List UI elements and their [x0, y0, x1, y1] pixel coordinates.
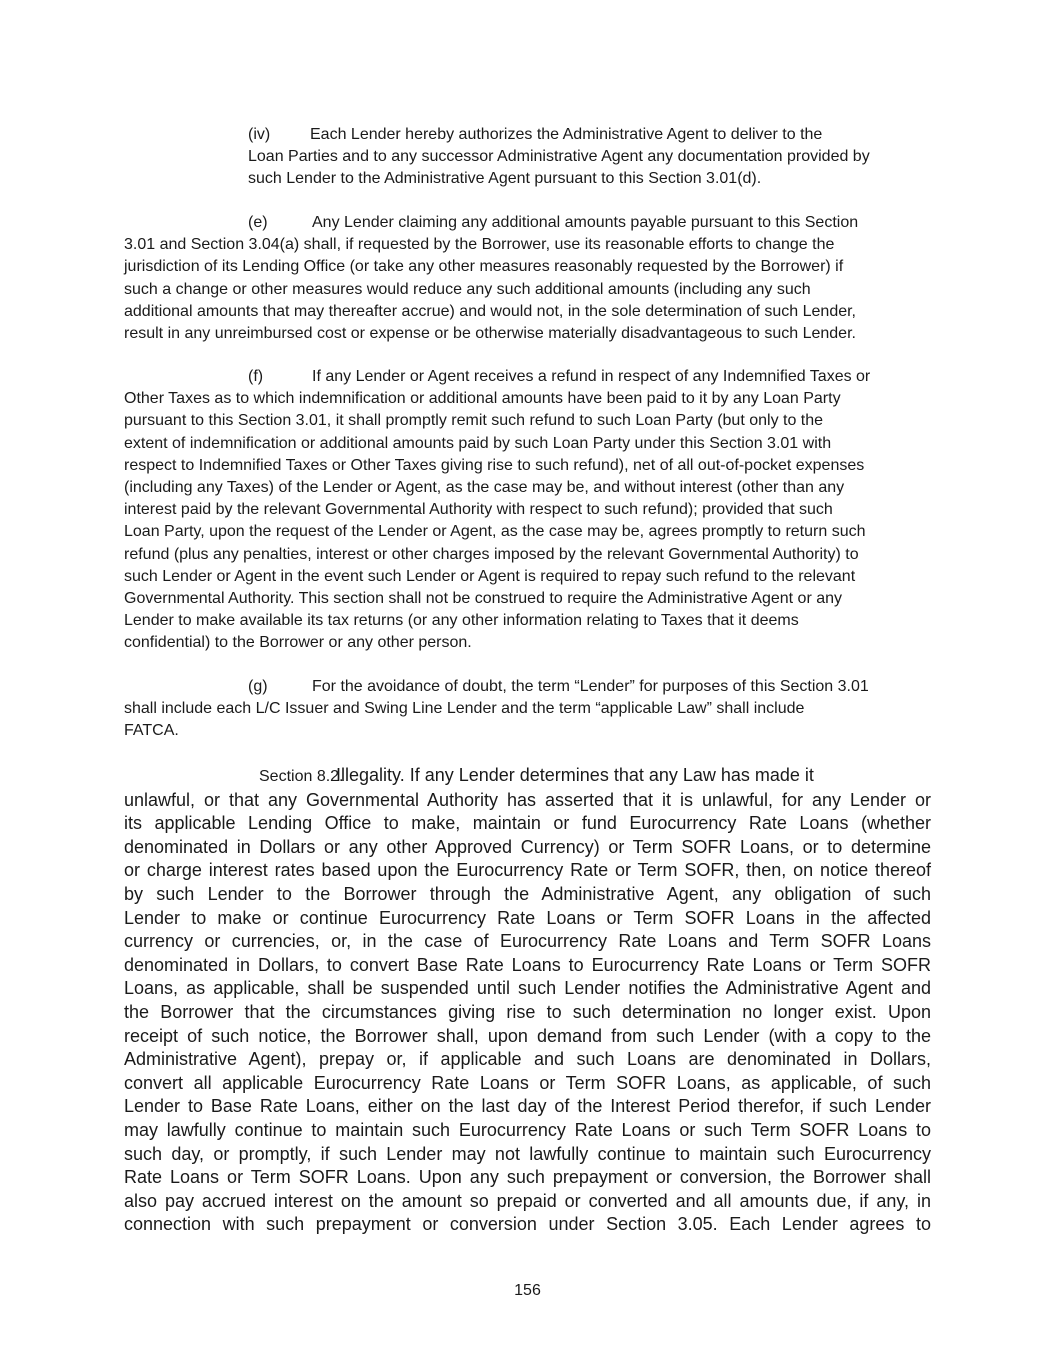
paragraph-line: pursuant to this Section 3.01, it shall promptly remit such refund to such Loan Party (but only to the: [124, 412, 824, 430]
section-line: may lawfully continue to maintain such Eurocurrency Rate Loans or such Term SOFR Loans to: [124, 1119, 931, 1140]
paragraph-line: additional amounts that may thereafter accrue) and would not, in the sole determination of such Lender,: [124, 302, 856, 320]
section-line: Lender to Base Rate Loans, either on the last day of the Interest Period therefor, if such Lender: [124, 1096, 931, 1117]
paragraph-line: Other Taxes as to which indemnification or additional amounts have been paid to it by any Loan Party: [124, 390, 841, 408]
paragraph-label: (f): [248, 368, 264, 385]
section-line: unlawful, or that any Governmental Authority has asserted that it is unlawful, for any Lender or: [124, 789, 931, 810]
section-line: convert all applicable Eurocurrency Rate Loans or Term SOFR Loans, as applicable, of such: [124, 1072, 931, 1093]
paragraph-line: Lender to make available its tax returns (or any other information relating to Taxes that it deems: [124, 612, 799, 630]
paragraph-line: such a change or other measures would reduce any such additional amounts (including any such: [124, 280, 811, 298]
paragraph-line: confidential) to the Borrower or any other person.: [124, 634, 472, 652]
page-number: 156: [514, 1282, 541, 1299]
paragraph-iv: [248, 124, 870, 191]
section-line: also pay accrued interest on the amount so prepaid or converted and all amounts due, if any, in: [124, 1190, 931, 1211]
paragraph-line: (including any Taxes) of the Lender or Agent, as the case may be, and without interest (other than any: [124, 479, 845, 497]
section-number: Section 8.2.: [259, 768, 344, 785]
paragraph-line: interest paid by the relevant Governmental Authority with respect to such refund); provided that such: [124, 501, 833, 519]
paragraph-line: respect to Indemnified Taxes or Other Taxes giving rise to such refund), net of all out-of-pocket expenses: [124, 456, 865, 474]
section-8-2: [124, 764, 931, 1237]
section-line: or charge interest rates based upon the Eurocurrency Rate or Term SOFR, then, on notice thereof: [124, 860, 931, 881]
section-first-line: Illegality. If any Lender determines that any Law has made it: [336, 765, 814, 785]
paragraph-f: [124, 366, 870, 655]
paragraph-line: refund (plus any penalties, interest or other charges imposed by the relevant Governmental Authority) to: [124, 545, 859, 563]
paragraph-e: [124, 212, 858, 345]
paragraph-line: shall include each L/C Issuer and Swing Line Lender and the term “applicable Law” shall include: [124, 700, 805, 718]
paragraph-line: such Lender to the Administrative Agent pursuant to this Section 3.01(d).: [248, 170, 762, 188]
section-line: Loans, as applicable, shall be suspended until such Lender notifies the Administrative Agent and: [124, 978, 931, 999]
paragraph-line: (g) For the avoidance of doubt, the term “Lender” for purposes of this Section 3.01: [124, 676, 869, 698]
paragraph-g: [124, 676, 869, 743]
paragraph-line: extent of indemnification or additional amounts paid by such Loan Party under this Section 3.01 with: [124, 434, 832, 452]
paragraph-line: 3.01 and Section 3.04(a) shall, if requested by the Borrower, use its reasonable efforts to change the: [124, 236, 835, 254]
paragraph-label: (g): [248, 678, 268, 695]
paragraph-line: Loan Party, upon the request of the Lender or Agent, as the case may be, agrees promptly to return such: [124, 523, 866, 541]
section-line: currency or currencies, or, in the case of Eurocurrency Rate Loans and Term SOFR Loans: [124, 931, 931, 952]
section-line: denominated in Dollars, to convert Base Rate Loans to Eurocurrency Rate Loans or Term SOFR: [124, 954, 931, 975]
section-line: such day, or promptly, if such Lender may not lawfully continue to maintain such Eurocurrency: [124, 1143, 931, 1164]
section-line: Rate Loans or Term SOFR Loans. Upon any such prepayment or conversion, the Borrower shall: [124, 1167, 931, 1188]
section-line: receipt of such notice, the Borrower shall, upon demand from such Lender (with a copy to the: [124, 1025, 931, 1046]
section-heading-line: [124, 764, 931, 789]
paragraph-line: jurisdiction of its Lending Office (or take any other measures reasonably requested by the Borrower) if: [124, 258, 844, 276]
paragraph-label: (iv): [248, 126, 271, 143]
paragraph-line: such Lender or Agent in the event such Lender or Agent is required to repay such refund to the relevant: [124, 567, 856, 585]
paragraph-line: Loan Parties and to any successor Administrative Agent any documentation provided by: [248, 148, 870, 166]
paragraph-line: result in any unreimbursed cost or expense or be otherwise materially disadvantageous to such Lender.: [124, 325, 856, 343]
paragraph-label: (e): [248, 214, 268, 231]
section-line: connection with such prepayment or conversion under Section 3.05. Each Lender agrees to: [124, 1214, 931, 1235]
section-line: denominated in Dollars or any other Approved Currency) or Term SOFR Loans, or to determine: [124, 836, 931, 857]
paragraph-line: Governmental Authority. This section shall not be construed to require the Administrative Agent or any: [124, 590, 843, 608]
paragraph-line: (iv) Each Lender hereby authorizes the Administrative Agent to deliver to the: [248, 124, 870, 146]
section-line: its applicable Lending Office to make, maintain or fund Eurocurrency Rate Loans (whether: [124, 813, 931, 834]
section-line: the Borrower that the circumstances giving rise to such determination no longer exist. Upon: [124, 1001, 931, 1022]
section-line: Administrative Agent), prepay or, if applicable and such Loans are denominated in Dollars,: [124, 1049, 931, 1070]
paragraph-line: (f) If any Lender or Agent receives a refund in respect of any Indemnified Taxes or: [124, 366, 870, 388]
paragraph-line: FATCA.: [124, 722, 179, 740]
section-line: Lender to make or continue Eurocurrency Rate Loans or Term SOFR Loans in the affected: [124, 907, 931, 928]
section-line: by such Lender to the Borrower through the Administrative Agent, any obligation of such: [124, 883, 931, 904]
paragraph-line: (e) Any Lender claiming any additional amounts payable pursuant to this Section: [124, 212, 858, 234]
